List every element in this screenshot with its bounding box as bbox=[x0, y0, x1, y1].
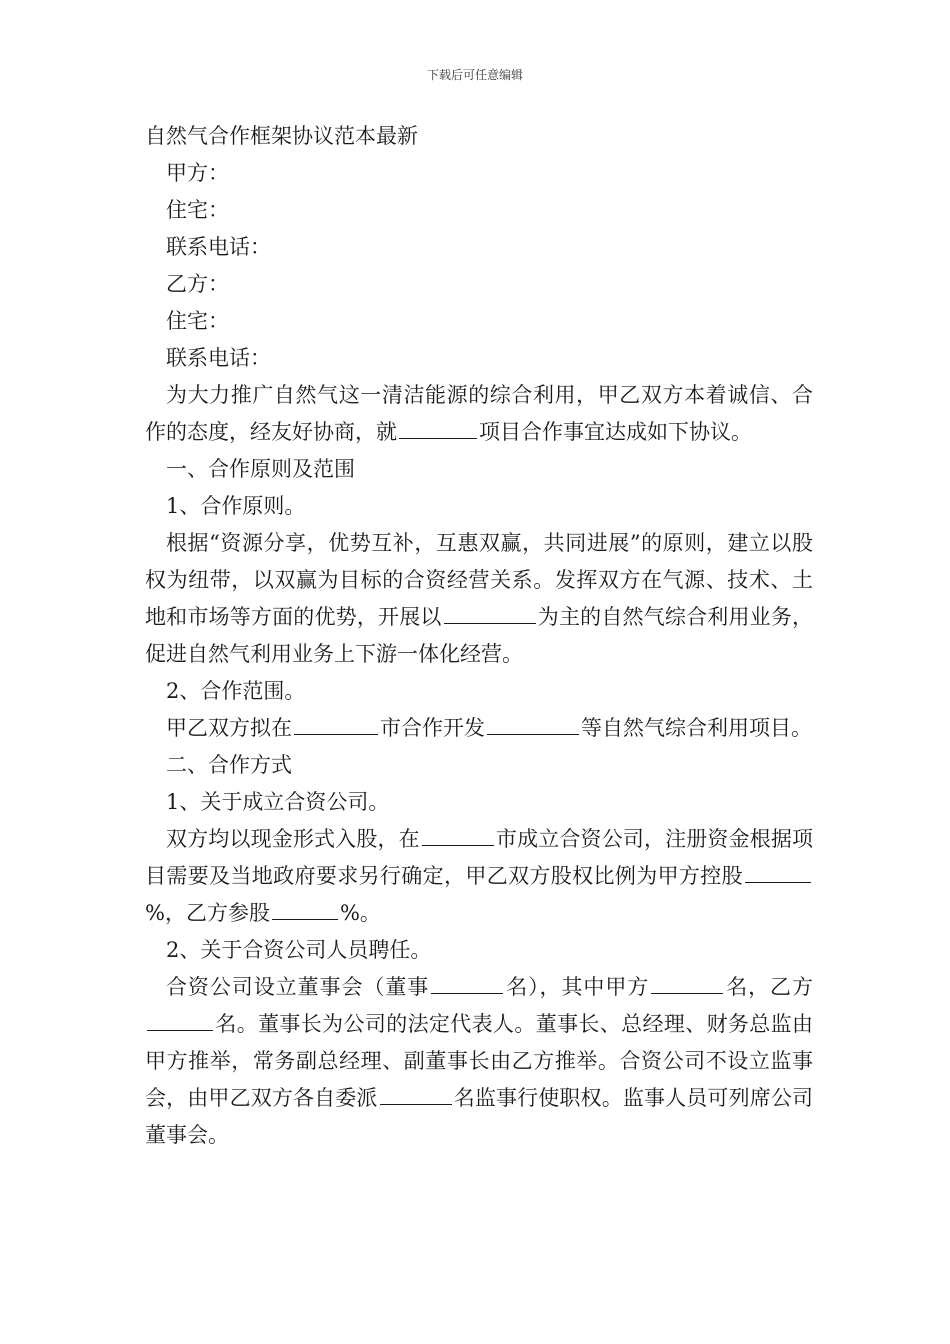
section-1-heading: 一、合作原则及范围 bbox=[166, 457, 355, 481]
section-1-sub-1: 1、合作原则。 bbox=[166, 494, 306, 518]
document-title: 自然气合作框架协议范本最新 bbox=[145, 124, 418, 148]
party-a-label: 甲方： bbox=[166, 161, 229, 185]
cooperation-principle-paragraph: 根据“资源分享，优势互补，互惠双赢，共同进展”的原则，建立以股权为纽带，以双赢为目标的合资经营关系。发挥双方在气源、技术、土地和市场等方面的优势，开展以 为主的自然气综合利用业务，促进自然气利用业务上下游一体化经营。 bbox=[145, 531, 814, 666]
intro-paragraph: 为大力推广自然气这一清洁能源的综合利用，甲乙双方本着诚信、合作的态度，经友好协商，就 项目合作事宜达成如下协议。 bbox=[145, 383, 813, 444]
party-b-phone: 联系电话： bbox=[166, 346, 271, 370]
section-2-sub-2: 2、关于合资公司人员聘任。 bbox=[166, 938, 432, 962]
blank-party-b-share bbox=[272, 901, 338, 920]
section-2-sub-1: 1、关于成立合资公司。 bbox=[166, 790, 390, 814]
party-b-address: 住宅： bbox=[166, 309, 229, 333]
joint-venture-paragraph: 双方均以现金形式入股，在 市成立合资公司，注册资金根据项目需要及当地政府要求另行确定，甲乙双方股权比例为甲方控股%，乙方参股 %。 bbox=[145, 827, 814, 925]
blank-directors-count bbox=[431, 975, 503, 994]
blank-projects bbox=[487, 716, 579, 735]
party-a-phone: 联系电话： bbox=[166, 235, 271, 259]
blank-party-a-directors bbox=[651, 975, 723, 994]
blank-party-a-share bbox=[745, 864, 811, 883]
section-2-heading: 二、合作方式 bbox=[166, 753, 292, 777]
blank-jv-city bbox=[422, 827, 494, 846]
cooperation-scope-paragraph: 甲乙双方拟在 市合作开发 等自然气综合利用项目。 bbox=[166, 716, 812, 740]
personnel-paragraph: 合资公司设立董事会（董事 名），其中甲方 名，乙方名。董事长为公司的法定代表人。董事长、总经理、财务总监由甲方推举，常务副总经理、副董事长由乙方推举。合资公司不设立监事会，由甲乙双方各自委派 名监事行使职权。监事人员可列席公司董事会。 bbox=[145, 975, 814, 1147]
party-b-label: 乙方： bbox=[166, 272, 229, 296]
section-1-sub-2: 2、合作范围。 bbox=[166, 679, 306, 703]
blank-party-b-directors bbox=[147, 1012, 213, 1031]
blank-project-name bbox=[399, 420, 477, 439]
party-a-address: 住宅： bbox=[166, 198, 229, 222]
blank-city bbox=[294, 716, 378, 735]
blank-supervisors-count bbox=[380, 1086, 452, 1105]
document-body bbox=[145, 118, 813, 1154]
page-header: 下载后可任意编辑 bbox=[426, 68, 523, 82]
blank-main-business bbox=[444, 605, 536, 624]
